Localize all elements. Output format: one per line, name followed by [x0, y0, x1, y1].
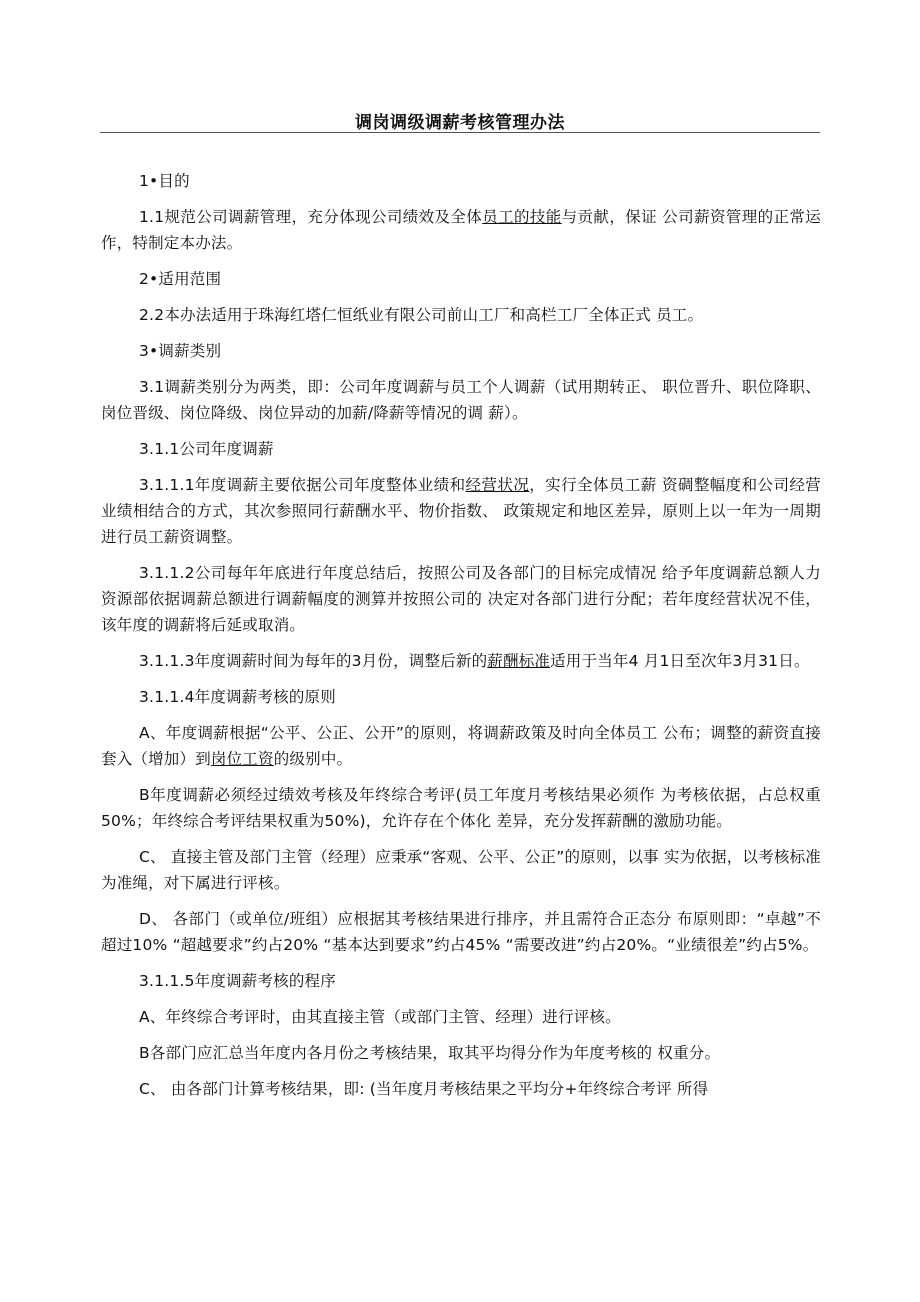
paragraph-text: 2.2本办法适用于珠海红塔仁恒纸业有限公司前山工厂和高栏工厂全体正式 员工。 [139, 306, 704, 324]
paragraph-p3 [101, 266, 821, 292]
paragraph-p9 [101, 560, 821, 638]
document-body [101, 168, 821, 1112]
paragraph-text: 3•调薪类别 [139, 342, 222, 360]
paragraph-text: A、年终综合考评时，由其直接主管（或部门主管、经理）进行评核。 [139, 1008, 621, 1026]
paragraph-text: 1•目的 [139, 172, 190, 190]
paragraph-p7 [101, 436, 821, 462]
paragraph-p15 [101, 906, 821, 958]
paragraph-text: C、 由各部门计算考核结果，即: (当年度月考核结果之平均分+年终综合考评 所得 [139, 1080, 709, 1098]
underlined-term: 员工的技能 [482, 208, 562, 226]
paragraph-p18 [101, 1040, 821, 1066]
title-divider [100, 132, 820, 133]
paragraph-text: 2•适用范围 [139, 270, 222, 288]
paragraph-text: 3.1.1.4年度调薪考核的原则 [139, 688, 336, 706]
paragraph-p1 [101, 168, 821, 194]
paragraph-text: 3.1.1.3年度调薪时间为每年的3月份，调整后新的 [139, 652, 488, 670]
paragraph-p2 [101, 204, 821, 256]
paragraph-p17 [101, 1004, 821, 1030]
paragraph-p8 [101, 472, 821, 550]
paragraph-text: 3.1调薪类别分为两类，即：公司年度调薪与员工个人调薪（试用期转正、 职位晋升、职位降职、岗位晋级、岗位降级、岗位异动的加薪/降薪等情况的调 薪）。 [101, 378, 821, 422]
paragraph-text: ，实行全体员工薪 资碉整幅度和公司经营业绩相结合的方式，其次参照同行薪酬水平、物价指数、 政策规定和地区差异，原则上以一年为一周期进行员工薪资调整。 [101, 476, 821, 546]
document-title: 调岗调级调薪考核管理办法 [355, 113, 565, 133]
paragraph-text: C、 直接主管及部门主管（经理）应秉承“客观、公平、公正”的原则，以事 实为依据，以考核标准为准绳，对下属进行评核。 [101, 848, 821, 892]
paragraph-text: 3.1.1公司年度调薪 [139, 440, 274, 458]
paragraph-text: D、 各部门（或单位/班组）应根据其考核结果进行排序，并且需符合正态分 布原则即：“卓越”不超过10% “超越要求”约占20% “基本达到要求”约占45% “需要改进”约占20%。“业绩很差”约占5%。 [101, 910, 821, 954]
paragraph-p5 [101, 338, 821, 364]
paragraph-p14 [101, 844, 821, 896]
paragraph-text: 的级别中。 [273, 750, 353, 768]
paragraph-text: 1.1规范公司调薪管理，充分体现公司绩效及全体 [139, 208, 483, 226]
paragraph-p11 [101, 684, 821, 710]
paragraph-text: 3.1.1.5年度调薪考核的程序 [139, 972, 336, 990]
paragraph-p12 [101, 720, 821, 772]
underlined-term: 薪酬标准 [487, 652, 551, 670]
paragraph-p13 [101, 782, 821, 834]
paragraph-p16 [101, 968, 821, 994]
paragraph-p10 [101, 648, 821, 674]
paragraph-p4 [101, 302, 821, 328]
paragraph-text: 3.1.1.2公司每年年底进行年度总结后，按照公司及各部门的目标完成情况 给予年度调薪总额人力资源部依据调薪总额进行调薪幅度的测算并按照公司的 决定对各部门进行分配；若年度经营状况不佳，该年度的调薪将后延或取消。 [101, 564, 821, 634]
paragraph-p6 [101, 374, 821, 426]
paragraph-text: B各部门应汇总当年度内各月份之考核结果，取其平均得分作为年度考核的 权重分。 [139, 1044, 721, 1062]
underlined-term: 经营状况 [465, 476, 530, 494]
underlined-term: 岗位工资 [210, 750, 274, 768]
paragraph-text: B年度调薪必须经过绩效考核及年终综合考评(员工年度月考核结果必须作 为考核依据，占总权重50%；年终综合考评结果权重为50%)，允许存在个体化 差异，充分发挥薪酬的激励功能。 [101, 786, 821, 830]
paragraph-text: 适用于当年4 月1日至次年3月31日。 [550, 652, 810, 670]
paragraph-text: 3.1.1.1年度调薪主要依据公司年度整体业绩和 [139, 476, 466, 494]
paragraph-text: A、年度调薪根据“公平、公正、公开”的原则，将调薪政策及时向全体员工 公布；调整的薪资直接套入（增加）到 [101, 724, 821, 768]
paragraph-text: 与贡献，保证 公司薪资管理的正常运作，特制定本办法。 [101, 208, 821, 252]
paragraph-p19 [101, 1076, 821, 1102]
